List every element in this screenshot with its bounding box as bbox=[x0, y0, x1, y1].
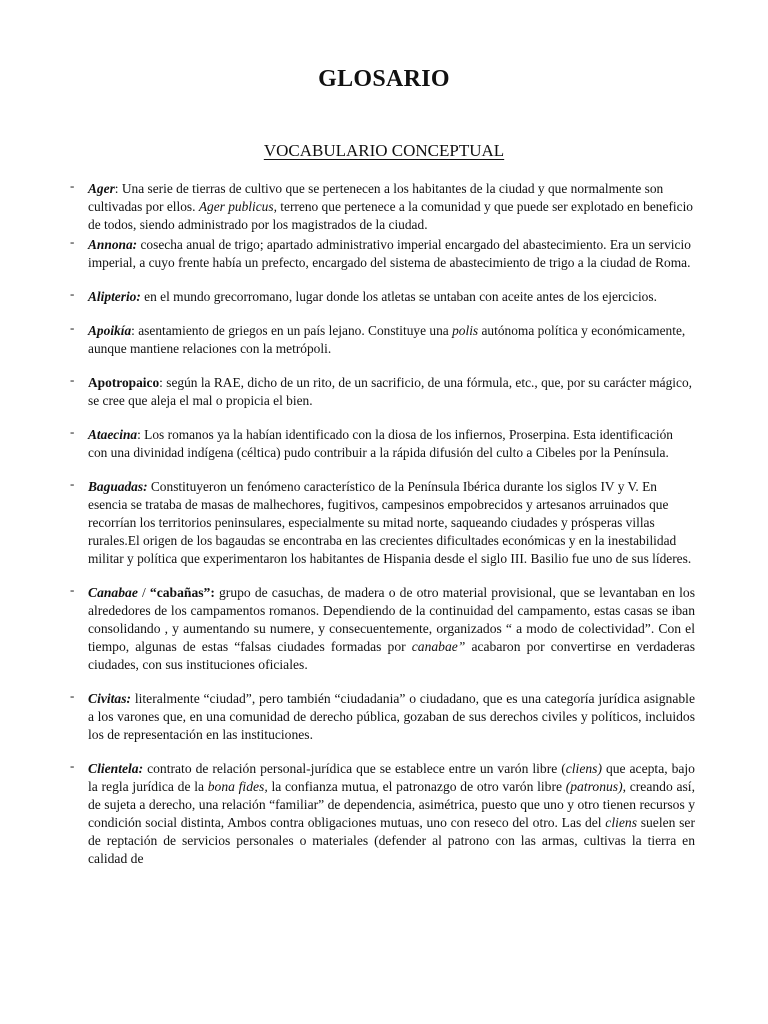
glossary-entry bbox=[70, 426, 695, 462]
bullet-dash: - bbox=[70, 424, 75, 439]
glossary-entry bbox=[70, 180, 695, 234]
glossary-entry bbox=[70, 322, 695, 358]
entry-definition-text: , terreno que pertenece a la comunidad y que puede ser explotado en beneficio de todos, siendo administrado por los magistrados de la ciudad. bbox=[88, 199, 693, 232]
entry-italic-text: polis bbox=[452, 323, 479, 338]
entry-italic-text: cliens bbox=[605, 815, 638, 830]
glossary-entry bbox=[70, 760, 695, 868]
entry-definition-text: , creando así, de sujeta a derecho, una relación “familiar” de dependencia, asimétrica, puesto que uno y otro tienen recursos y condición social distinta, Ambos contra obligaciones mutuas, uno con reseco del otro. Las del bbox=[88, 779, 695, 830]
entry-italic-text: canabae” bbox=[411, 639, 466, 654]
entry-definition-text: acabaron por convertirse en verdaderas ciudades, con sus instituciones oficiales. bbox=[88, 639, 695, 672]
glossary-entry bbox=[70, 478, 695, 568]
page-title: GLOSARIO bbox=[318, 66, 450, 92]
entry-term: Ager bbox=[88, 181, 115, 196]
entry-definition-text: suelen ser de reptación de servicios personales o materiales (defender al patrono con las armas, cultivas la tierra en calidad de bbox=[88, 815, 695, 866]
bullet-dash: - bbox=[70, 320, 75, 335]
entry-term: Ataecina bbox=[88, 427, 138, 442]
entry-definition-text: autónoma política y económicamente, aunque mantiene relaciones con la metrópoli. bbox=[88, 323, 686, 356]
entry-term: Civitas: bbox=[88, 691, 132, 706]
entry-term: Annona: bbox=[88, 237, 138, 252]
entry-term: Alipterio: bbox=[88, 289, 141, 304]
glossary-list bbox=[70, 180, 695, 884]
bullet-dash: - bbox=[70, 234, 75, 249]
entry-definition-text: : Los romanos ya la habían identificado con la diosa de los infiernos, Proserpina. Esta identificación con una divinidad indígena (céltica) pudo contribuir a la rápida difusión del culto a Cibeles por la Península. bbox=[88, 427, 673, 460]
entry-definition-text: / bbox=[137, 585, 150, 600]
entry-italic-text: Ager publicus bbox=[198, 199, 274, 214]
entry-definition-text: : según la RAE, dicho de un rito, de un sacrificio, de una fórmula, etc., que, por su carácter mágico, se cree que aleja el mal o propicia el bien. bbox=[88, 375, 693, 408]
entry-term: Baguadas: bbox=[88, 479, 148, 494]
entry-term: Clientela: bbox=[88, 761, 144, 776]
glossary-entry bbox=[70, 288, 695, 306]
entry-definition-text: literalmente “ciudad”, pero también “ciudadania” o ciudadano, que es una categoría jurídica asignable a los varones que, en una comunidad de derecho pública, gozaban de sus derechos civiles y políticos, incluidos los de representación en las instituciones. bbox=[88, 691, 695, 742]
entry-definition-text: Constituyeron un fenómeno característico de la Península Ibérica durante los siglos IV y V. En esencia se trataba de masas de malhechores, fugitivos, campesinos empobrecidos y artesanos arruinados que recorrían los territorios peninsulares, especialmente su mitad norte, saqueando ciudades y prósperas villas rurales.El origen de los bagaudas se encontraba en las crecientes dificultades económicas y en la inestabilidad militar y política que experimentaron los habitantes de Hispania desde el siglo III. Basilio fue uno de sus líderes. bbox=[88, 479, 692, 566]
entry-definition-text: grupo de casuchas, de madera o de otro material provisional, que se levantaban en los alrededores de los campamentos romanos. Dependiendo de la continuidad del campamento, estas casas se iban consolidando , y aumentando su numere, y consecuentemente, organizados “ a modo de colectividad”. Con el tiempo, algunas de estas “falsas ciudades formadas por bbox=[88, 585, 696, 654]
glossary-entry bbox=[70, 374, 695, 410]
entry-italic-text: bona fides, bbox=[207, 779, 268, 794]
entry-definition-text: cosecha anual de trigo; apartado administrativo imperial encargado del abastecimiento. Era un servicio imperial, a cuyo frente había un prefecto, encargado del sistema de abastecimiento de trigo a la ciudad de Roma. bbox=[88, 237, 691, 270]
entry-term: Apotropaico bbox=[88, 375, 160, 390]
entry-italic-text: cliens) bbox=[565, 761, 602, 776]
entry-definition-text: : Una serie de tierras de cultivo que se pertenecen a los habitantes de la ciudad y que normalmente son cultivadas por ellos. bbox=[88, 181, 664, 214]
bullet-dash: - bbox=[70, 372, 75, 387]
glossary-entry bbox=[70, 584, 695, 674]
entry-definition-text: la confianza mutua, el patronazgo de otro varón libre bbox=[267, 779, 566, 794]
entry-term: “cabañas”: bbox=[149, 585, 215, 600]
bullet-dash: - bbox=[70, 286, 75, 301]
entry-term: Canabae bbox=[88, 585, 138, 600]
bullet-dash: - bbox=[70, 178, 75, 193]
bullet-dash: - bbox=[70, 758, 75, 773]
glossary-entry bbox=[70, 236, 695, 272]
entry-definition-text: en el mundo grecorromano, lugar donde los atletas se untaban con aceite antes de los ejercicios. bbox=[140, 289, 657, 304]
page-subtitle: VOCABULARIO CONCEPTUAL bbox=[263, 141, 505, 160]
bullet-dash: - bbox=[70, 688, 75, 703]
entry-italic-text: (patronus) bbox=[565, 779, 623, 794]
glossary-entry bbox=[70, 690, 695, 744]
bullet-dash: - bbox=[70, 476, 75, 491]
bullet-dash: - bbox=[70, 582, 75, 597]
entry-definition-text: contrato de relación personal-jurídica que se establece entre un varón libre ( bbox=[143, 761, 566, 776]
entry-term: Apoikía bbox=[88, 323, 132, 338]
entry-definition-text: que acepta, bajo la regla jurídica de la bbox=[88, 761, 695, 794]
entry-definition-text: : asentamiento de griegos en un país lejano. Constituye una bbox=[131, 323, 453, 338]
